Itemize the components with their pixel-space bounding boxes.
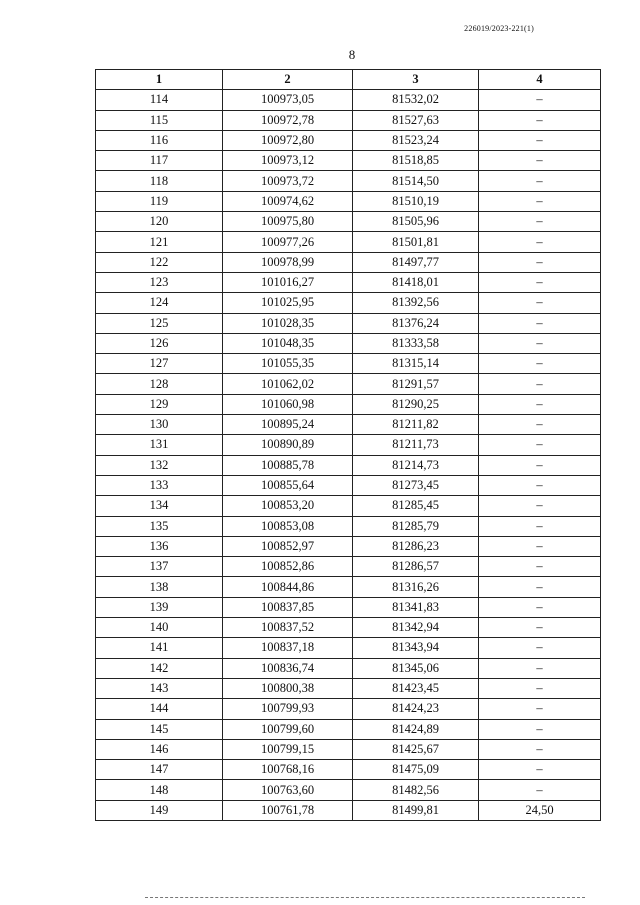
table-cell: 148 [96,780,223,800]
table-cell: 100974,62 [223,191,353,211]
table-row [96,415,601,435]
table-cell: 101016,27 [223,272,353,292]
table-cell: 81345,06 [353,658,479,678]
table-row [96,333,601,353]
table-cell: – [479,313,601,333]
table-cell: – [479,130,601,150]
table-cell: 100852,86 [223,557,353,577]
table-cell: 100763,60 [223,780,353,800]
table-cell: 81425,67 [353,739,479,759]
table-cell: – [479,110,601,130]
table-row [96,354,601,374]
table-cell: 81286,57 [353,557,479,577]
table-cell: 136 [96,536,223,556]
table-cell: 122 [96,252,223,272]
table-cell: – [479,354,601,374]
column-header: 3 [353,70,479,90]
table-cell: 123 [96,272,223,292]
table-header-row [96,70,601,90]
table-row [96,394,601,414]
table-cell: 81510,19 [353,191,479,211]
table-cell: – [479,333,601,353]
table-cell: – [479,475,601,495]
table-cell: – [479,191,601,211]
table-row [96,212,601,232]
table-cell: 119 [96,191,223,211]
coordinates-table [95,69,601,821]
table-cell: 100978,99 [223,252,353,272]
table-cell: – [479,760,601,780]
table-cell: 81518,85 [353,151,479,171]
table-cell: – [479,618,601,638]
table-cell: 131 [96,435,223,455]
table-cell: 100895,24 [223,415,353,435]
table-cell: 81418,01 [353,272,479,292]
table-cell: 143 [96,678,223,698]
table-cell: 100837,18 [223,638,353,658]
table-row [96,780,601,800]
table-row [96,232,601,252]
table-cell: 81285,45 [353,496,479,516]
table-cell: 100973,05 [223,90,353,110]
table-cell: 81532,02 [353,90,479,110]
table-body [96,90,601,821]
table-cell: 100973,72 [223,171,353,191]
table-cell: 81286,23 [353,536,479,556]
table-row [96,658,601,678]
table-row [96,699,601,719]
table-cell: 117 [96,151,223,171]
table-row [96,496,601,516]
table-cell: 101028,35 [223,313,353,333]
table-cell: 81392,56 [353,293,479,313]
table-cell: 81316,26 [353,577,479,597]
table-cell: – [479,171,601,191]
table-row [96,719,601,739]
table-cell: 81211,82 [353,415,479,435]
table-cell: – [479,577,601,597]
table-row [96,455,601,475]
table-cell: 81341,83 [353,597,479,617]
table-cell: 100853,08 [223,516,353,536]
table-cell: 81376,24 [353,313,479,333]
table-row [96,557,601,577]
table-cell: 114 [96,90,223,110]
table-cell: 100890,89 [223,435,353,455]
table-row [96,577,601,597]
table-cell: 100885,78 [223,455,353,475]
table-cell: 120 [96,212,223,232]
table-cell: – [479,394,601,414]
table-cell: – [479,151,601,171]
table-cell: 81273,45 [353,475,479,495]
table-row [96,516,601,536]
table-cell: 81527,63 [353,110,479,130]
table-cell: – [479,496,601,516]
table-row [96,90,601,110]
table-cell: 81315,14 [353,354,479,374]
table-row [96,110,601,130]
table-cell: – [479,252,601,272]
table-row [96,171,601,191]
table-row [96,618,601,638]
table-row [96,678,601,698]
table-cell: 81514,50 [353,171,479,191]
table-cell: 81423,45 [353,678,479,698]
table-cell: 144 [96,699,223,719]
table-cell: 100844,86 [223,577,353,597]
table-cell: 81424,89 [353,719,479,739]
table-cell: 81482,56 [353,780,479,800]
table-cell: – [479,678,601,698]
table-cell: 134 [96,496,223,516]
table-cell: – [479,719,601,739]
table-cell: 100973,12 [223,151,353,171]
table-cell: 100855,64 [223,475,353,495]
table-cell: 81214,73 [353,455,479,475]
table-cell: 101060,98 [223,394,353,414]
table-cell: 24,50 [479,800,601,820]
column-header: 4 [479,70,601,90]
table-cell: 100836,74 [223,658,353,678]
table-cell: – [479,658,601,678]
table-row [96,151,601,171]
table-cell: – [479,516,601,536]
table-cell: – [479,536,601,556]
table-row [96,739,601,759]
table-cell: – [479,415,601,435]
table-cell: – [479,90,601,110]
table-cell: 116 [96,130,223,150]
table-cell: 81505,96 [353,212,479,232]
table-cell: 115 [96,110,223,130]
table-cell: 100799,60 [223,719,353,739]
table-cell: 139 [96,597,223,617]
table-cell: – [479,638,601,658]
table-cell: – [479,435,601,455]
table-cell: – [479,212,601,232]
table-cell: 81342,94 [353,618,479,638]
table-cell: 146 [96,739,223,759]
table-cell: 81343,94 [353,638,479,658]
table-cell: 101025,95 [223,293,353,313]
scan-artifact-line [145,897,585,899]
table-cell: – [479,374,601,394]
table-cell: 118 [96,171,223,191]
table-cell: 81475,09 [353,760,479,780]
column-header: 1 [96,70,223,90]
table-row [96,800,601,820]
table-row [96,760,601,780]
table-row [96,638,601,658]
table-row [96,130,601,150]
table-cell: 81291,57 [353,374,479,394]
table-cell: 100768,16 [223,760,353,780]
table-row [96,435,601,455]
table-cell: – [479,739,601,759]
table-cell: 81285,79 [353,516,479,536]
table-cell: – [479,272,601,292]
table-cell: 100761,78 [223,800,353,820]
table-cell: 127 [96,354,223,374]
table-row [96,272,601,292]
table-cell: 100799,93 [223,699,353,719]
table-cell: 142 [96,658,223,678]
table-cell: 81211,73 [353,435,479,455]
table-cell: 124 [96,293,223,313]
table-cell: 100977,26 [223,232,353,252]
table-cell: 100972,78 [223,110,353,130]
table-cell: 100972,80 [223,130,353,150]
table-cell: 100837,85 [223,597,353,617]
table-cell: 121 [96,232,223,252]
table-cell: – [479,557,601,577]
table-cell: 135 [96,516,223,536]
table-cell: 100852,97 [223,536,353,556]
table-row [96,313,601,333]
column-header: 2 [223,70,353,90]
table-cell: 138 [96,577,223,597]
table-cell: 81501,81 [353,232,479,252]
table-cell: 133 [96,475,223,495]
table-cell: 81497,77 [353,252,479,272]
table-cell: 100975,80 [223,212,353,232]
table-row [96,475,601,495]
table-cell: – [479,293,601,313]
table-cell: 147 [96,760,223,780]
table-cell: 140 [96,618,223,638]
table-cell: 100799,15 [223,739,353,759]
table-cell: – [479,699,601,719]
table-cell: 100837,52 [223,618,353,638]
table-cell: 100853,20 [223,496,353,516]
document-reference: 226019/2023-221(1) [464,24,534,33]
page-number: 8 [348,47,356,62]
table-row [96,191,601,211]
table-row [96,374,601,394]
table-cell: 128 [96,374,223,394]
table-cell: 81499,81 [353,800,479,820]
table-cell: 101048,35 [223,333,353,353]
table-cell: 100800,38 [223,678,353,698]
table-cell: 130 [96,415,223,435]
table-cell: 126 [96,333,223,353]
table-cell: 129 [96,394,223,414]
table-cell: 81290,25 [353,394,479,414]
table-cell: 81333,58 [353,333,479,353]
table-cell: 101055,35 [223,354,353,374]
table-row [96,597,601,617]
table-row [96,252,601,272]
table-cell: 149 [96,800,223,820]
table-cell: – [479,597,601,617]
table-cell: – [479,232,601,252]
table-cell: 137 [96,557,223,577]
table-row [96,536,601,556]
table-cell: 125 [96,313,223,333]
table-cell: 101062,02 [223,374,353,394]
table-cell: – [479,780,601,800]
table-cell: 132 [96,455,223,475]
table-cell: 141 [96,638,223,658]
table-cell: 81424,23 [353,699,479,719]
table-cell: – [479,455,601,475]
table-row [96,293,601,313]
table-cell: 145 [96,719,223,739]
table-cell: 81523,24 [353,130,479,150]
